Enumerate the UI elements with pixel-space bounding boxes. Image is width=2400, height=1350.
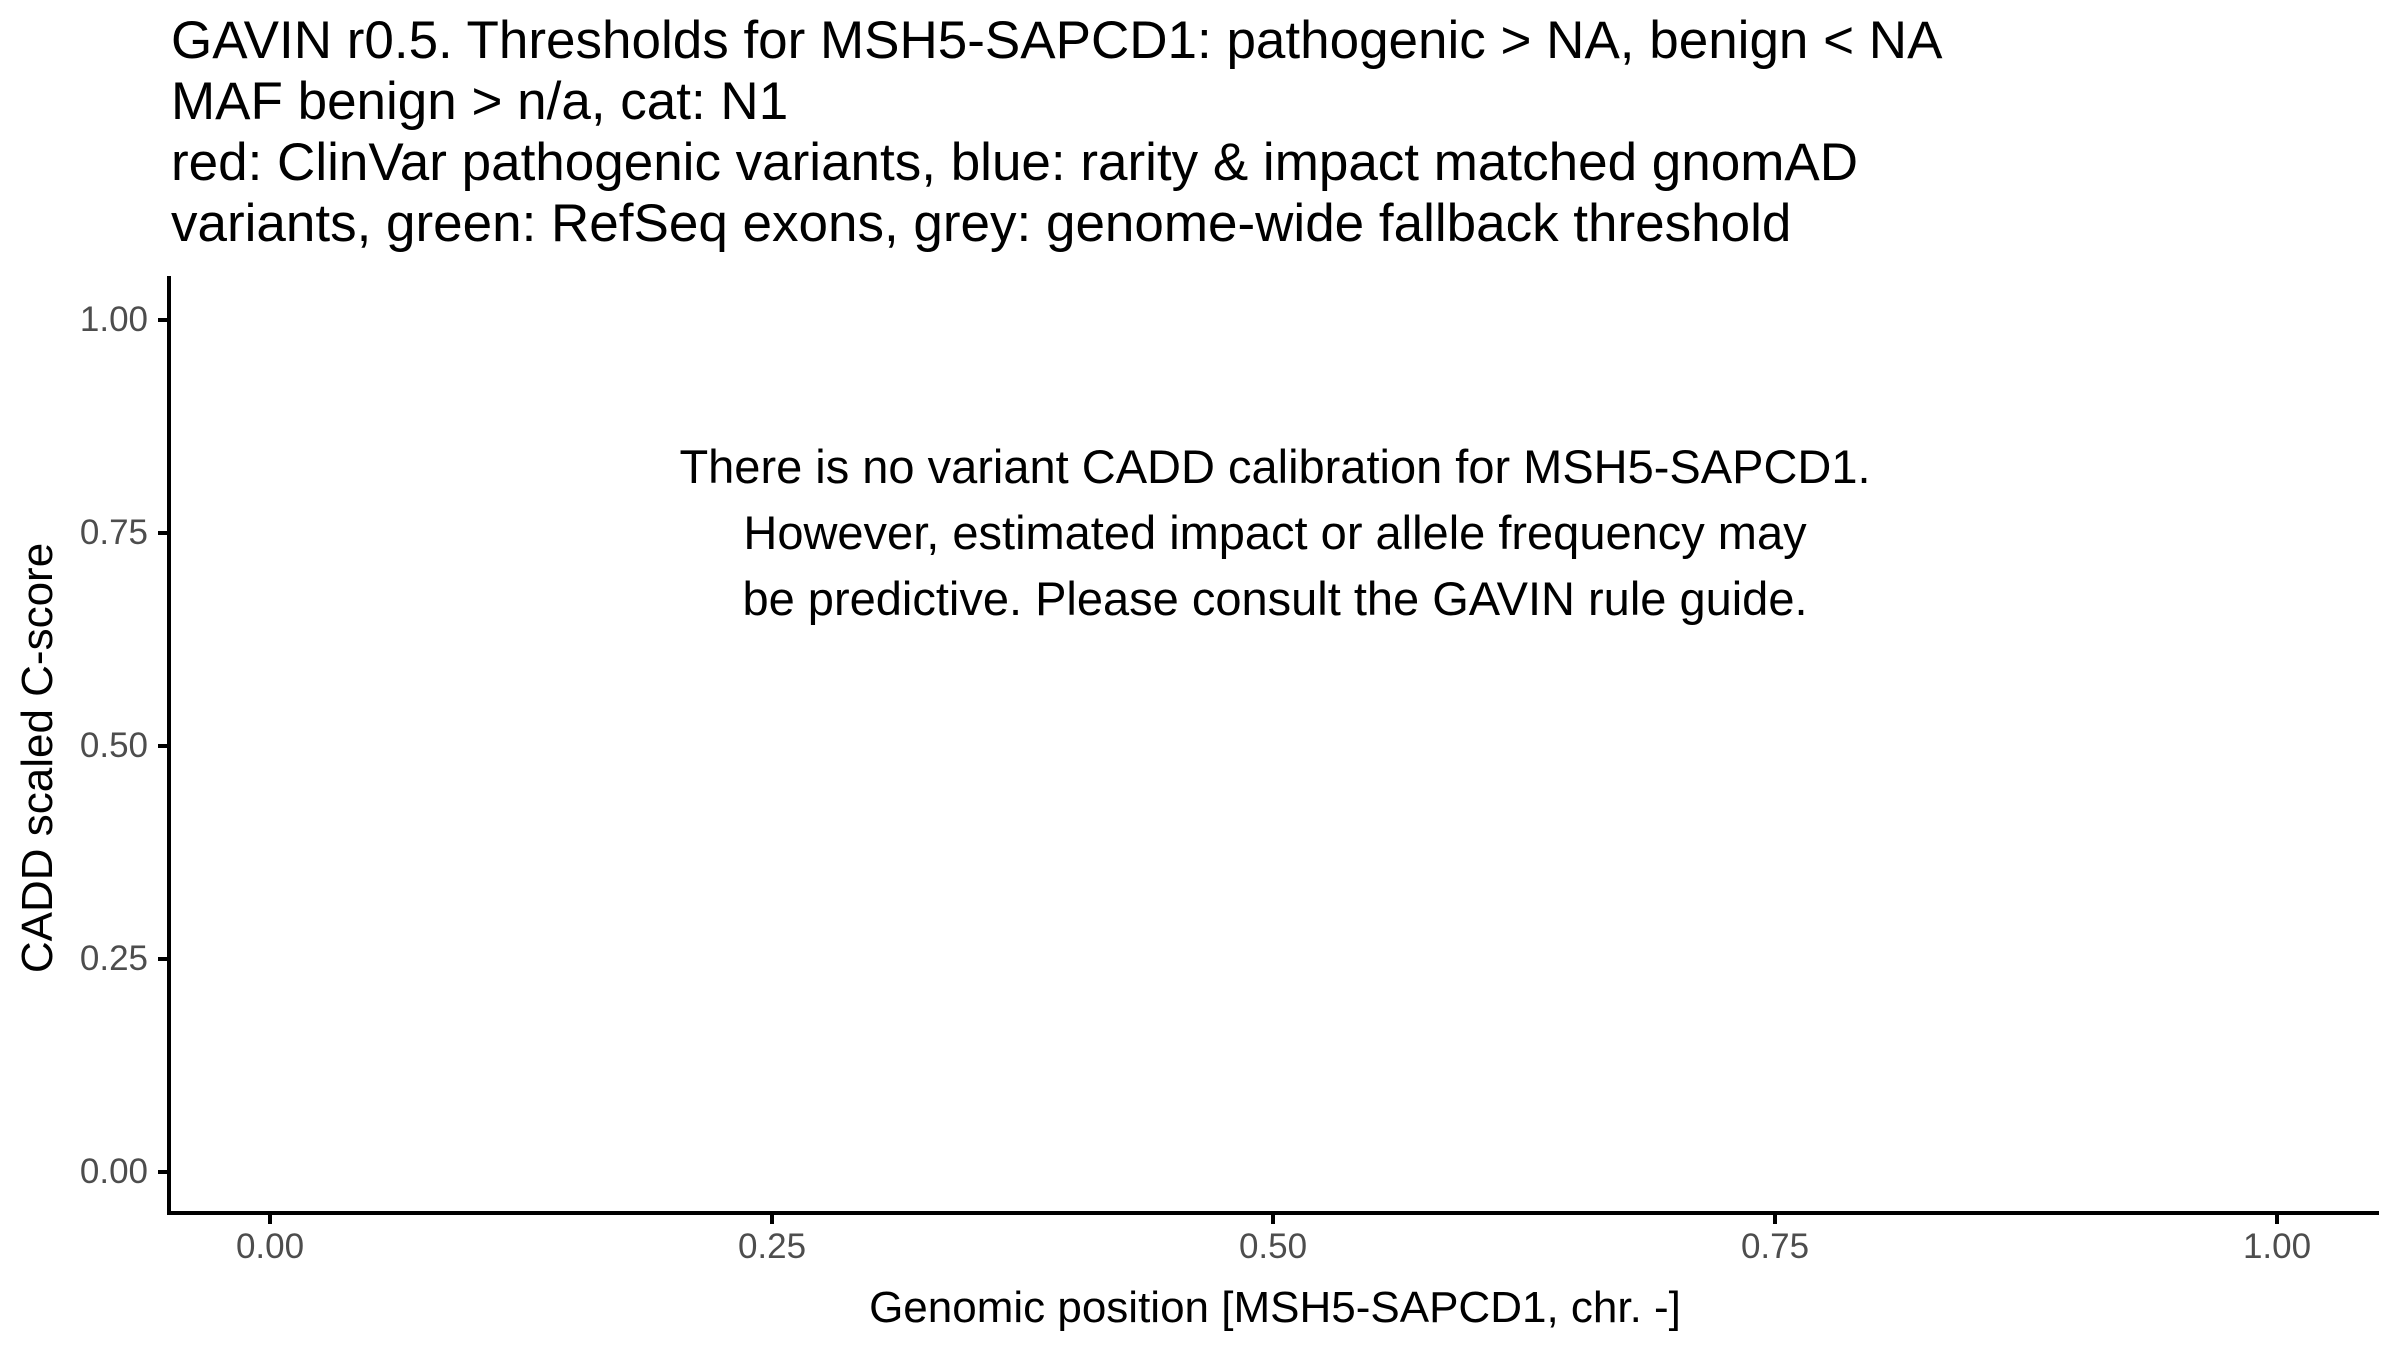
y-axis-line xyxy=(167,276,171,1215)
no-calibration-annotation xyxy=(170,434,2380,632)
x-tick-label: 1.00 xyxy=(2242,1227,2312,1266)
plot-title xyxy=(171,10,1942,254)
y-tick-0.00 xyxy=(158,1170,167,1174)
x-tick-label: 0.75 xyxy=(1740,1227,1810,1266)
plot-title-line-4: variants, green: RefSeq exons, grey: genome-wide fallback threshold xyxy=(171,194,1792,253)
x-tick-label: 0.25 xyxy=(737,1227,807,1266)
y-tick-label: 0.00 xyxy=(79,1152,148,1191)
annotation-line-3: be predictive. Please consult the GAVIN rule guide. xyxy=(742,572,1808,625)
plot-title-line-3: red: ClinVar pathogenic variants, blue: rarity & impact matched gnomAD xyxy=(171,133,1858,192)
annotation-line-1: There is no variant CADD calibration for MSH5-SAPCD1. xyxy=(679,440,1871,493)
y-tick-0.75 xyxy=(158,531,167,535)
x-tick-0.50 xyxy=(1271,1215,1275,1224)
plot-panel xyxy=(170,278,2377,1213)
x-tick-0.00 xyxy=(268,1215,272,1224)
y-axis-title: CADD scaled C-score xyxy=(13,542,62,974)
x-tick-label: 0.50 xyxy=(1238,1227,1308,1266)
y-tick-label: 0.25 xyxy=(79,939,148,978)
x-tick-0.25 xyxy=(770,1215,774,1224)
y-tick-1.00 xyxy=(158,318,167,322)
x-tick-1.00 xyxy=(2275,1215,2279,1224)
y-tick-0.25 xyxy=(158,957,167,961)
annotation-line-2: However, estimated impact or allele frequency may xyxy=(743,506,1807,559)
y-tick-label: 0.75 xyxy=(79,513,148,552)
x-tick-label: 0.00 xyxy=(235,1227,305,1266)
y-tick-label: 1.00 xyxy=(79,300,148,339)
y-tick-label: 0.50 xyxy=(79,726,148,765)
x-tick-0.75 xyxy=(1773,1215,1777,1224)
plot-title-line-2: MAF benign > n/a, cat: N1 xyxy=(171,72,789,131)
y-tick-0.50 xyxy=(158,744,167,748)
x-axis-title: Genomic position [MSH5-SAPCD1, chr. -] xyxy=(869,1283,1681,1332)
plot-title-line-1: GAVIN r0.5. Thresholds for MSH5-SAPCD1: pathogenic > NA, benign < NA xyxy=(171,11,1943,70)
